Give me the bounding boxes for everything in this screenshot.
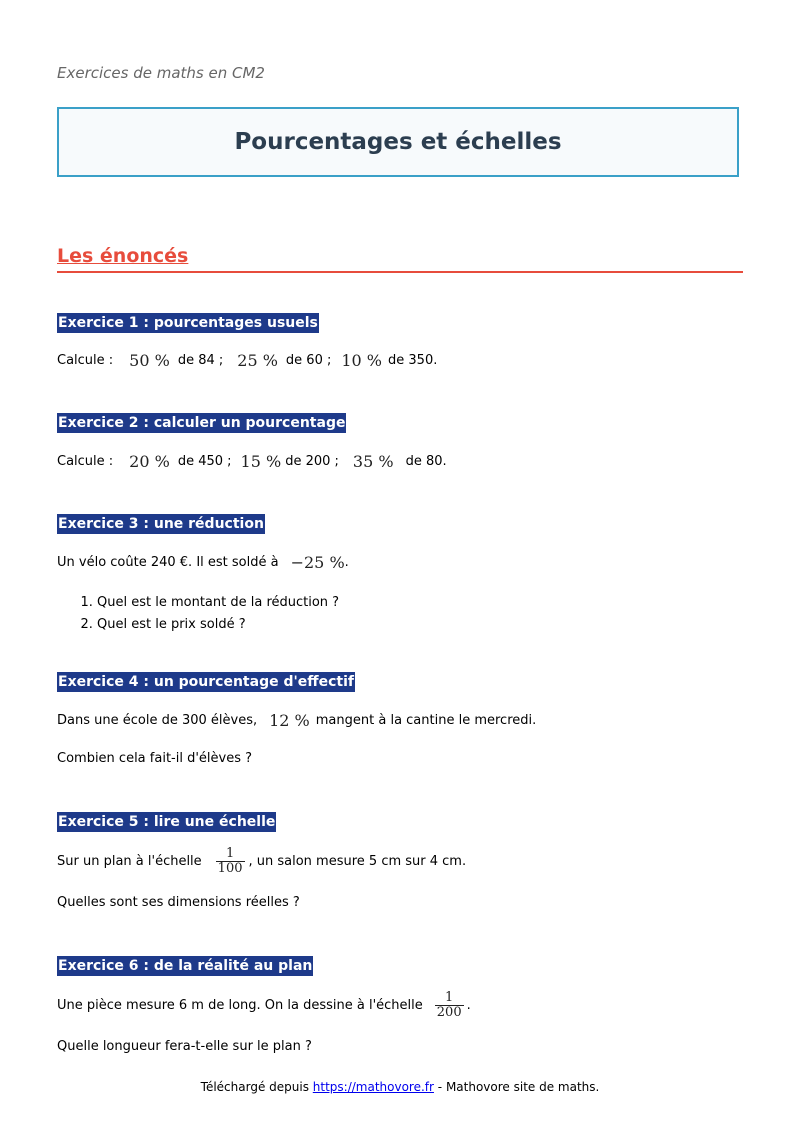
percent-value: 35 % xyxy=(352,452,394,471)
calc-label: Calcule : xyxy=(57,353,114,368)
percent-value: 50 % xyxy=(129,351,170,370)
percent-value: 20 % xyxy=(129,452,170,471)
statement-text: mangent à la cantine le mercredi. xyxy=(315,713,537,728)
exercise-3-statement xyxy=(57,554,349,572)
exercise-1-statement xyxy=(57,352,437,370)
statement-text: de 84 ; xyxy=(177,353,224,368)
statement-text: de 450 ; xyxy=(177,454,232,469)
exercise-5-title: Exercice 5 : lire une échelle xyxy=(58,814,276,830)
exercise-4-statement xyxy=(57,712,536,730)
footer-link[interactable]: https://mathovore.fr xyxy=(312,1080,434,1094)
exercise-6-title: Exercice 6 : de la réalité au plan xyxy=(58,958,313,974)
percent-value: 15 % xyxy=(240,452,282,471)
exercise-3-questions xyxy=(57,592,339,636)
list-item: 1. Quel est le montant de la réduction ? xyxy=(97,592,339,614)
exercise-4-question: Combien cela fait-il d'élèves ? xyxy=(57,751,253,766)
list-item: 2. Quel est le prix soldé ? xyxy=(97,614,339,636)
fraction-denominator: 100 xyxy=(217,861,243,876)
statement-text: Une pièce mesure 6 m de long. On la dessine à l'échelle xyxy=(57,997,423,1013)
exercise-6-statement xyxy=(57,991,471,1020)
percent-value: 25 % xyxy=(237,351,278,370)
exercise-4-title: Exercice 4 : un pourcentage d'effectif xyxy=(58,674,354,690)
header-subtitle: Exercices de maths en CM2 xyxy=(57,64,265,82)
exercise-2-title: Exercice 2 : calculer un pourcentage xyxy=(58,415,346,431)
statement-end: . xyxy=(344,555,349,570)
footer-prefix: Téléchargé depuis xyxy=(200,1080,309,1094)
statement-text: , un salon mesure 5 cm sur 4 cm. xyxy=(248,853,467,869)
fraction-numerator: 1 xyxy=(225,846,235,861)
exercise-2-statement xyxy=(57,453,447,471)
title-box xyxy=(57,107,739,177)
percent-value: 12 % xyxy=(269,711,310,730)
exercise-3-title: Exercice 3 : une réduction xyxy=(58,516,264,532)
statement-text: Dans une école de 300 élèves, xyxy=(57,713,258,728)
fraction-denominator: 200 xyxy=(436,1005,462,1020)
statement-text: de 60 ; xyxy=(285,353,332,368)
statement-text: Sur un plan à l'échelle xyxy=(57,853,202,869)
percent-value: −25 % xyxy=(290,553,345,572)
calc-label: Calcule : xyxy=(57,454,114,469)
statement-text: de 80. xyxy=(405,454,447,469)
statement-text: de 200 ; xyxy=(285,454,339,469)
footer xyxy=(0,1080,800,1094)
exercise-6-question: Quelle longueur fera-t-elle sur le plan ? xyxy=(57,1039,312,1054)
fraction-numerator: 1 xyxy=(445,990,454,1005)
footer-suffix: - Mathovore site de maths. xyxy=(437,1080,600,1094)
section-heading xyxy=(57,245,743,273)
exercise-5-statement xyxy=(57,847,466,876)
exercise-1-title: Exercice 1 : pourcentages usuels xyxy=(58,315,318,331)
statement-text: Un vélo coûte 240 €. Il est soldé à xyxy=(57,555,279,570)
exercise-5-question: Quelles sont ses dimensions réelles ? xyxy=(57,895,300,910)
statement-text: de 350. xyxy=(388,353,438,368)
scale-fraction xyxy=(435,991,464,1020)
page-title: Pourcentages et échelles xyxy=(234,129,562,155)
scale-fraction xyxy=(216,847,245,876)
section-heading-text: Les énoncés xyxy=(57,245,189,267)
percent-value: 10 % xyxy=(341,351,383,370)
statement-end: . xyxy=(466,997,471,1013)
